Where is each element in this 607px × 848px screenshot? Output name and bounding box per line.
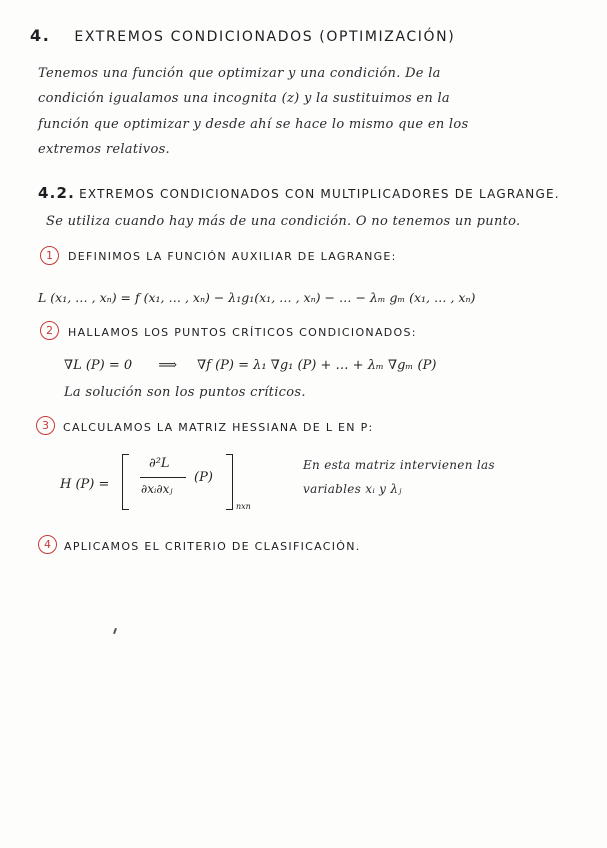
hessian-right-bracket xyxy=(226,454,233,510)
section-42-number: 4.2. xyxy=(38,184,76,202)
step-2-number-circle: 2 xyxy=(40,321,59,340)
hessian-label: H (P) = xyxy=(60,477,110,492)
implies-arrow-icon: ⟹ xyxy=(158,358,177,373)
step-3-note-line-1: En esta matriz intervienen las xyxy=(303,458,495,472)
step-4-title: APLICAMOS EL CRITERIO DE CLASIFICACIÓN. xyxy=(64,540,361,553)
section-4-line-1: Tenemos una función que optimizar y una condición. De la xyxy=(38,66,441,81)
step-2-formula-left: ∇L (P) = 0 xyxy=(64,358,133,373)
hessian-size-subscript: nxn xyxy=(236,502,251,511)
step-2-note: La solución son los puntos críticos. xyxy=(64,385,306,400)
section-4-number: 4. xyxy=(30,26,51,45)
step-4-number-circle: 4 xyxy=(38,535,57,554)
step-2-gradient-condition xyxy=(64,358,436,373)
step-2-title: HALLAMOS LOS PUNTOS CRÍTICOS CONDICIONADOS: xyxy=(68,326,417,339)
step-1-number-circle: 1 xyxy=(40,246,59,265)
section-4-line-4: extremos relativos. xyxy=(38,142,170,157)
section-42-title: EXTREMOS CONDICIONADOS CON MULTIPLICADORES DE LAGRANGE. xyxy=(79,187,560,201)
section-4-line-2: condición igualamos una incognita (z) y la sustituimos en la xyxy=(38,91,450,106)
step-1-lagrange-formula: L (x₁, … , xₙ) = f (x₁, … , xₙ) − λ₁g₁(x₁, … , xₙ) − … − λₘ gₘ (x₁, … , xₙ) xyxy=(38,290,476,305)
step-3-number-circle: 3 xyxy=(36,416,55,435)
hessian-fraction-bar xyxy=(140,477,186,478)
hessian-numerator: ∂²L xyxy=(149,456,170,471)
section-4-title: EXTREMOS CONDICIONADOS (OPTIMIZACIÓN) xyxy=(74,29,456,45)
hessian-eval-point: (P) xyxy=(194,470,213,485)
step-2-formula-right: ∇f (P) = λ₁ ∇g₁ (P) + … + λₘ ∇gₘ (P) xyxy=(197,358,437,373)
hessian-left-bracket xyxy=(122,454,129,510)
section-42-heading xyxy=(38,184,560,202)
section-4-heading xyxy=(30,26,455,45)
section-42-intro: Se utiliza cuando hay más de una condición. O no tenemos un punto. xyxy=(46,214,521,229)
step-3-title: CALCULAMOS LA MATRIZ HESSIANA DE L EN P: xyxy=(63,421,374,434)
stray-pen-mark xyxy=(113,628,117,634)
section-4-line-3: función que optimizar y desde ahí se hace lo mismo que en los xyxy=(38,117,469,132)
step-1-title: DEFINIMOS LA FUNCIÓN AUXILIAR DE LAGRANGE: xyxy=(68,250,397,263)
hessian-denominator: ∂xᵢ∂xⱼ xyxy=(141,482,173,496)
step-3-note-line-2: variables xᵢ y λⱼ xyxy=(303,482,402,496)
